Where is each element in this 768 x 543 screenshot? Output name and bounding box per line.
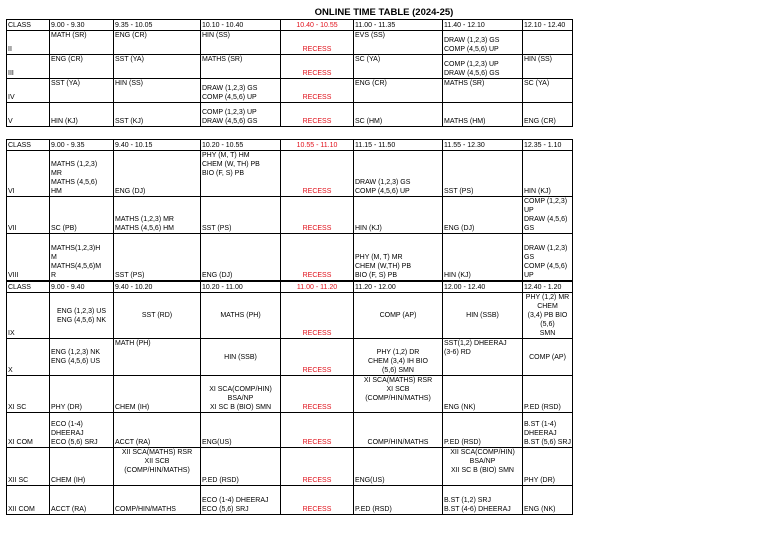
period-cell: COMP (AP) xyxy=(354,293,443,339)
period-cell: SST (PS) xyxy=(443,151,523,197)
header-cell: 11.55 - 12.30 xyxy=(443,140,523,151)
recess-cell: RECESS xyxy=(281,376,354,413)
period-cell: MATHS (HM) xyxy=(443,103,523,127)
period-cell: ENG (1,2,3) US ENG (4,5,6) NK xyxy=(50,293,114,339)
period-cell: DRAW (1,2,3) GS COMP (4,5,6) UP xyxy=(443,31,523,55)
period-cell: XI SCA(COMP/HIN) BSA/NP XI SC B (BIO) SMN xyxy=(201,376,281,413)
period-cell: HIN (SS) xyxy=(523,55,573,79)
class-cell: XI SC xyxy=(7,376,50,413)
period-cell: ACCT (RA) xyxy=(114,413,201,448)
recess-cell: RECESS xyxy=(281,448,354,486)
period-cell: SST (YA) xyxy=(114,55,201,79)
recess-cell: RECESS xyxy=(281,486,354,515)
recess-cell: RECESS xyxy=(281,339,354,376)
period-cell: P.ED (RSD) xyxy=(443,413,523,448)
table-row xyxy=(7,103,573,127)
period-cell: XI SCA(MATHS) RSR XI SCB (COMP/HIN/MATHS) xyxy=(354,376,443,413)
period-cell: ENG (DJ) xyxy=(201,234,281,281)
period-cell: COMP/HIN/MATHS xyxy=(114,486,201,515)
period-cell: COMP/HIN/MATHS xyxy=(354,413,443,448)
table-row xyxy=(7,197,573,234)
period-cell: DRAW (1,2,3) GS COMP (4,5,6) UP xyxy=(523,234,573,281)
table-row xyxy=(7,339,573,376)
period-cell: HIN (KJ) xyxy=(443,234,523,281)
period-cell: CHEM (IH) xyxy=(114,376,201,413)
header-cell: 12.35 - 1.10 xyxy=(523,140,573,151)
header-cell: 9.00 - 9.35 xyxy=(50,140,114,151)
header-cell: 9.00 - 9.30 xyxy=(50,20,114,31)
header-cell: 10.10 - 10.40 xyxy=(201,20,281,31)
period-cell: SST (PS) xyxy=(201,197,281,234)
period-cell: MATHS (SR) xyxy=(201,55,281,79)
class-cell: IX xyxy=(7,293,50,339)
page-title: ONLINE TIME TABLE (2024-25) xyxy=(314,7,454,18)
header-cell: 9.00 - 9.40 xyxy=(50,282,114,293)
period-cell: HIN (SS) xyxy=(114,79,201,103)
period-cell: MATH (PH) xyxy=(114,339,201,376)
period-cell: PHY (DR) xyxy=(50,376,114,413)
period-cell: ENG (DJ) xyxy=(443,197,523,234)
period-cell: HIN (SS) xyxy=(201,31,281,55)
recess-cell: RECESS xyxy=(281,413,354,448)
period-cell: PHY (1,2) DR CHEM (3,4) IH BIO (5,6) SMN xyxy=(354,339,443,376)
header-row xyxy=(7,282,573,293)
period-cell: SST (PS) xyxy=(114,234,201,281)
header-row xyxy=(7,140,573,151)
table-row xyxy=(7,31,573,55)
table-row xyxy=(7,293,573,339)
period-cell: XII SCA(MATHS) RSR XII SCB (COMP/HIN/MATHS) xyxy=(114,448,201,486)
header-cell: 11.20 - 12.00 xyxy=(354,282,443,293)
period-cell: MATH (SR) xyxy=(50,31,114,55)
period-cell: SST (RD) xyxy=(114,293,201,339)
period-cell: HIN (KJ) xyxy=(523,151,573,197)
table-row xyxy=(7,55,573,79)
table-row xyxy=(7,413,573,448)
table-row xyxy=(7,376,573,413)
period-cell: DRAW (1,2,3) GS COMP (4,5,6) UP xyxy=(201,79,281,103)
class-cell: VI xyxy=(7,151,50,197)
period-cell: P.ED (RSD) xyxy=(354,486,443,515)
class-cell: IV xyxy=(7,79,50,103)
header-cell: 12.40 - 1.20 xyxy=(523,282,573,293)
timetable-section-1 xyxy=(6,19,573,127)
period-cell: PHY (DR) xyxy=(523,448,573,486)
table-row xyxy=(7,79,573,103)
recess-cell: RECESS xyxy=(281,79,354,103)
header-cell-recess: 11.00 - 11.20 xyxy=(281,282,354,293)
period-cell: ENG (CR) xyxy=(50,55,114,79)
header-cell: CLASS xyxy=(7,20,50,31)
period-cell: ENG (NK) xyxy=(443,376,523,413)
period-cell: ENG (CR) xyxy=(523,103,573,127)
period-cell: ENG (CR) xyxy=(114,31,201,55)
header-cell: 11.15 - 11.50 xyxy=(354,140,443,151)
period-cell: ACCT (RA) xyxy=(50,486,114,515)
period-cell: HIN (KJ) xyxy=(354,197,443,234)
period-cell: HIN (SSB) xyxy=(443,293,523,339)
recess-cell: RECESS xyxy=(281,151,354,197)
period-cell: SC (YA) xyxy=(523,79,573,103)
period-cell: COMP (1,2,3) UP DRAW (4,5,6) GS xyxy=(523,197,573,234)
period-cell: ENG (CR) xyxy=(354,79,443,103)
period-cell xyxy=(523,31,573,55)
period-cell: SST(1,2) DHEERAJ (3-6) RD xyxy=(443,339,523,376)
recess-cell: RECESS xyxy=(281,55,354,79)
period-cell: PHY (1,2) MR CHEM (3,4) PB BIO (5,6) SMN xyxy=(523,293,573,339)
period-cell: COMP (1,2,3) UP DRAW (4,5,6) GS xyxy=(201,103,281,127)
period-cell: MATHS (1,2,3) MR MATHS (4,5,6) HM xyxy=(114,197,201,234)
header-cell: 9.35 - 10.05 xyxy=(114,20,201,31)
class-cell: V xyxy=(7,103,50,127)
period-cell: B.ST (1-4) DHEERAJ B.ST (5,6) SRJ xyxy=(523,413,573,448)
period-cell: MATHS (1,2,3) MR MATHS (4,5,6) HM xyxy=(50,151,114,197)
period-cell: DRAW (1,2,3) GS COMP (4,5,6) UP xyxy=(354,151,443,197)
header-cell-recess: 10.55 - 11.10 xyxy=(281,140,354,151)
header-cell: 11.40 - 12.10 xyxy=(443,20,523,31)
period-cell: SST (KJ) xyxy=(114,103,201,127)
period-cell: COMP (1,2,3) UP DRAW (4,5,6) GS xyxy=(443,55,523,79)
header-cell: 11.00 - 11.35 xyxy=(354,20,443,31)
class-cell: III xyxy=(7,55,50,79)
period-cell: XII SCA(COMP/HIN) BSA/NP XII SC B (BIO) SMN xyxy=(443,448,523,486)
period-cell: COMP (AP) xyxy=(523,339,573,376)
header-row xyxy=(7,20,573,31)
recess-cell: RECESS xyxy=(281,103,354,127)
recess-cell: RECESS xyxy=(281,234,354,281)
period-cell: ECO (1-4) DHEERAJ ECO (5,6) SRJ xyxy=(50,413,114,448)
table-row xyxy=(7,151,573,197)
header-cell: 12.10 - 12.40 xyxy=(523,20,573,31)
period-cell: CHEM (IH) xyxy=(50,448,114,486)
class-cell: XI COM xyxy=(7,413,50,448)
period-cell: ENG (DJ) xyxy=(114,151,201,197)
period-cell: PHY (M, T) MR CHEM (W,TH) PB BIO (F, S) PB xyxy=(354,234,443,281)
period-cell: ECO (1-4) DHEERAJ ECO (5,6) SRJ xyxy=(201,486,281,515)
class-cell: VII xyxy=(7,197,50,234)
timetable-section-3 xyxy=(6,281,573,515)
period-cell: HIN (SSB) xyxy=(201,339,281,376)
period-cell: ENG (1,2,3) NK ENG (4,5,6) US xyxy=(50,339,114,376)
period-cell: ENG(US) xyxy=(201,413,281,448)
period-cell: MATHS (SR) xyxy=(443,79,523,103)
class-cell: VIII xyxy=(7,234,50,281)
recess-cell: RECESS xyxy=(281,197,354,234)
period-cell: HIN (KJ) xyxy=(50,103,114,127)
recess-cell: RECESS xyxy=(281,31,354,55)
header-cell: 9.40 - 10.20 xyxy=(114,282,201,293)
period-cell: MATHS(1,2,3)H M MATHS(4,5,6)M R xyxy=(50,234,114,281)
timetable-section-2 xyxy=(6,139,573,281)
header-cell: 9.40 - 10.15 xyxy=(114,140,201,151)
header-cell: 10.20 - 10.55 xyxy=(201,140,281,151)
class-cell: XII SC xyxy=(7,448,50,486)
header-cell: CLASS xyxy=(7,282,50,293)
header-cell: 12.00 - 12.40 xyxy=(443,282,523,293)
header-cell-recess: 10.40 - 10.55 xyxy=(281,20,354,31)
class-cell: II xyxy=(7,31,50,55)
period-cell: SC (HM) xyxy=(354,103,443,127)
table-row xyxy=(7,448,573,486)
header-cell: CLASS xyxy=(7,140,50,151)
recess-cell: RECESS xyxy=(281,293,354,339)
period-cell: PHY (M, T) HM CHEM (W, TH) PB BIO (F, S) PB xyxy=(201,151,281,197)
period-cell: P.ED (RSD) xyxy=(523,376,573,413)
class-cell: XII COM xyxy=(7,486,50,515)
table-row xyxy=(7,234,573,281)
class-cell: X xyxy=(7,339,50,376)
period-cell: P.ED (RSD) xyxy=(201,448,281,486)
period-cell: EVS (SS) xyxy=(354,31,443,55)
period-cell: SC (PB) xyxy=(50,197,114,234)
period-cell: ENG (NK) xyxy=(523,486,573,515)
header-cell: 10.20 - 11.00 xyxy=(201,282,281,293)
period-cell: B.ST (1,2) SRJ B.ST (4-6) DHEERAJ xyxy=(443,486,523,515)
period-cell: SST (YA) xyxy=(50,79,114,103)
period-cell: MATHS (PH) xyxy=(201,293,281,339)
table-row xyxy=(7,486,573,515)
period-cell: SC (YA) xyxy=(354,55,443,79)
period-cell: ENG(US) xyxy=(354,448,443,486)
